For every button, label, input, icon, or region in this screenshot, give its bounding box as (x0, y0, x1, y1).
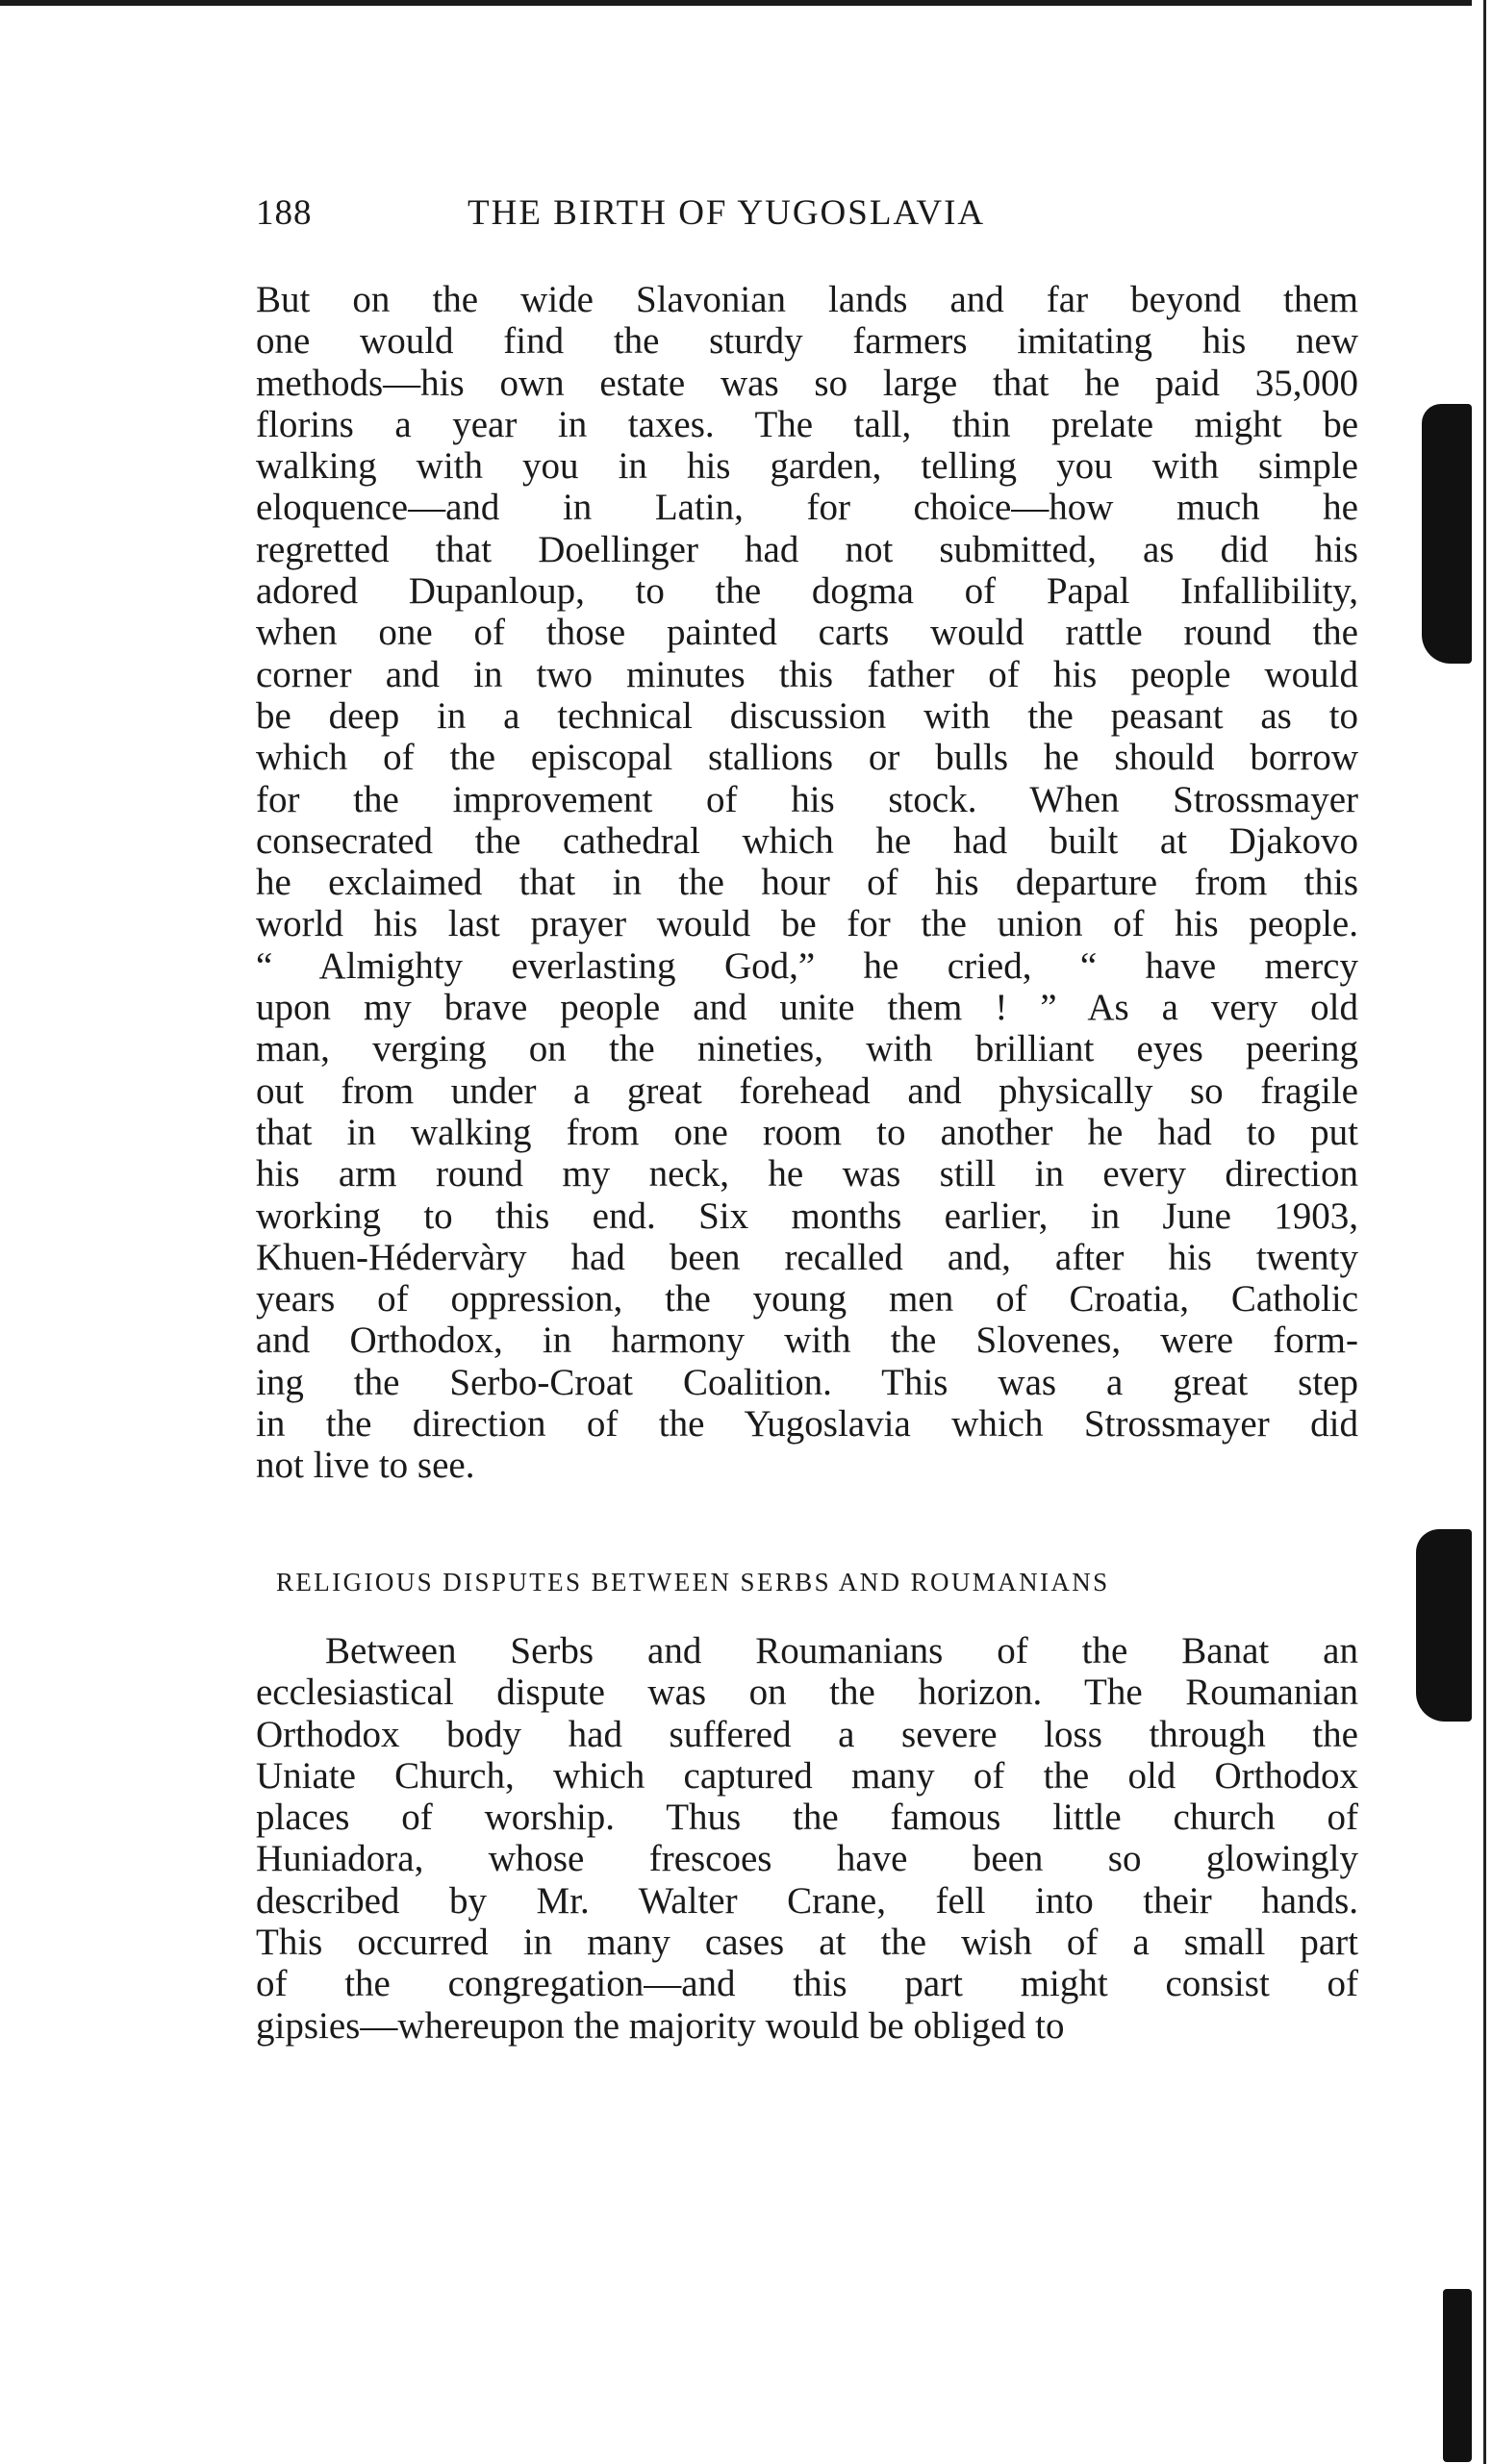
text-line: he exclaimed that in the hour of his departure from this (256, 862, 1358, 904)
scan-right-edge (1474, 0, 1486, 2464)
text-line: one would find the sturdy farmers imitating his new (256, 320, 1358, 363)
text-line: eloquence—and in Latin, for choice—how much he (256, 487, 1358, 529)
text-line: Uniate Church, which captured many of the old Orthodox (256, 1754, 1358, 1797)
text-line: be deep in a technical discussion with the peasant as to (256, 694, 1358, 737)
text-line: working to this end. Six months earlier, in June 1903, (256, 1194, 1358, 1237)
paragraph-1 (256, 279, 1358, 1487)
text-line: gipsies—whereupon the majority would be obliged to (256, 2004, 1065, 2047)
binding-shadow (1422, 404, 1472, 664)
text-line: that in walking from one room to another he had to put (256, 1111, 1358, 1153)
text-line: This occurred in many cases at the wish of a small part (256, 1922, 1358, 1964)
text-line: described by Mr. Walter Crane, fell into their hands. (256, 1879, 1358, 1922)
text-line: But on the wide Slavonian lands and far beyond them (256, 279, 1358, 320)
text-line: upon my brave people and unite them ! ” As a very old (256, 987, 1358, 1029)
text-line: man, verging on the nineties, with brilliant eyes peering (256, 1028, 1358, 1070)
page-number: 188 (256, 193, 313, 233)
text-line: in the direction of the Yugoslavia which Strossmayer did (256, 1403, 1358, 1446)
text-line: when one of those painted carts would rattle round the (256, 612, 1358, 654)
text-line: his arm round my neck, he was still in every direction (256, 1153, 1358, 1195)
binding-shadow (1443, 2289, 1472, 2462)
text-line: regretted that Doellinger had not submitted, as did his (256, 528, 1358, 570)
text-line: methods—his own estate was so large that he paid 35,000 (256, 362, 1358, 404)
text-line: world his last prayer would be for the union of his people. (256, 903, 1358, 945)
text-line: Between Serbs and Roumanians of the Banat an (325, 1630, 1358, 1672)
scan-top-edge (0, 0, 1492, 13)
text-line: and Orthodox, in harmony with the Slovenes, were form- (256, 1320, 1358, 1362)
running-title: THE BIRTH OF YUGOSLAVIA (468, 193, 986, 233)
text-line: Huniadora, whose frescoes have been so glowingly (256, 1838, 1358, 1880)
text-line: Khuen-Hédervàry had been recalled and, after his twenty (256, 1236, 1358, 1278)
paragraph-2 (256, 1630, 1358, 2047)
text-line: ecclesiastical dispute was on the horizon. The Roumanian (256, 1672, 1358, 1714)
text-line: Orthodox body had suffered a severe loss through the (256, 1713, 1358, 1755)
text-line: adored Dupanloup, to the dogma of Papal Infallibility, (256, 570, 1358, 613)
text-line: years of oppression, the young men of Croatia, Catholic (256, 1278, 1358, 1320)
text-line: which of the episcopal stallions or bulls he should borrow (256, 737, 1358, 779)
text-line: “ Almighty everlasting God,” he cried, “ have mercy (256, 944, 1358, 987)
text-line: for the improvement of his stock. When Strossmayer (256, 778, 1358, 820)
text-line: consecrated the cathedral which he had built at Djakovo (256, 819, 1358, 862)
page-header (256, 192, 1362, 250)
text-line: corner and in two minutes this father of his people would (256, 653, 1358, 695)
text-line: florins a year in taxes. The tall, thin prelate might be (256, 403, 1358, 445)
text-line: places of worship. Thus the famous little church of (256, 1797, 1358, 1839)
text-line: walking with you in his garden, telling you with simple (256, 445, 1358, 488)
text-line: ing the Serbo-Croat Coalition. This was a great step (256, 1361, 1358, 1403)
text-line: not live to see. (256, 1445, 475, 1487)
text-line: out from under a great forehead and physically so fragile (256, 1069, 1358, 1112)
section-heading: RELIGIOUS DISPUTES BETWEEN SERBS AND ROUMANIANS (276, 1568, 1110, 1597)
text-line: of the congregation—and this part might consist of (256, 1963, 1358, 2005)
binding-shadow (1416, 1529, 1472, 1722)
